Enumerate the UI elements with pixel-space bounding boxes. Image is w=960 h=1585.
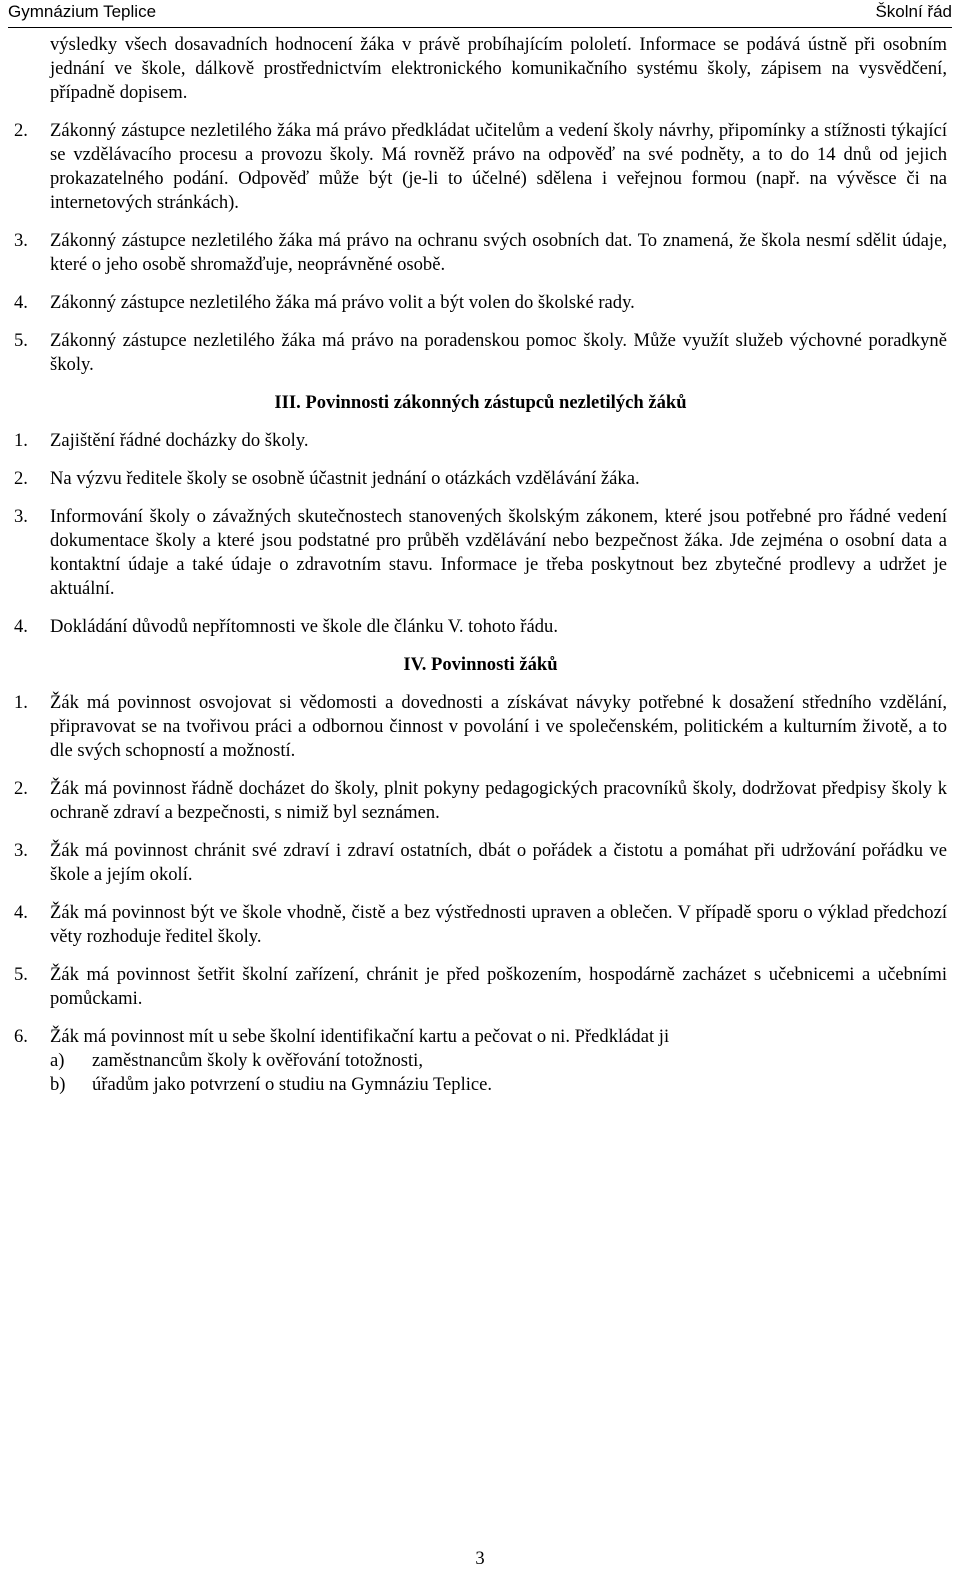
sub-item-b (50, 1073, 947, 1097)
item-text: Žák má povinnost řádně docházet do školy, plnit pokyny pedagogických pracovníků školy, dodržovat předpisy školy k ochraně zdraví a bezpečnosti, s nimiž byl seznámen. (50, 778, 947, 823)
section-iv-item-6 (14, 1025, 947, 1097)
header-divider (8, 27, 952, 28)
sub-item-letter: b) (50, 1074, 66, 1095)
item-text: Zákonný zástupce nezletilého žáka má právo volit a být volen do školské rady. (50, 292, 635, 313)
item-text: Žák má povinnost osvojovat si vědomosti a dovednosti a získávat návyky potřebné k dosažení středního vzdělání, připravovat se na tvořivou práci a odbornou činnost v povolání i ve společenském, politickém a kulturním životě, a to dle svých schopností a možností. (50, 692, 947, 761)
intro-paragraph: výsledky všech dosavadních hodnocení žáka v právě probíhajícím pololetí. Informace se podává ústně při osobním jednání ve škole, dálkově prostřednictvím elektronického komunikačního systému školy, zápisem na vysvědčení, případně dopisem. (50, 34, 947, 103)
page-header (0, 0, 960, 27)
item-number: 5. (14, 964, 28, 985)
item-number: 2. (14, 778, 28, 799)
section-iv-item-5 (14, 963, 947, 1011)
item-number: 3. (14, 506, 28, 527)
item-text: Informování školy o závažných skutečnostech stanovených školským zákonem, které jsou potřebné pro řádné vedení dokumentace školy a které jsou podstatné pro průběh vzdělávání nebo bezpečnost žáka. Jde zejména o osobní data a kontaktní údaje a také údaje o zdravotním stavu. Informace je třeba poskytnout bez zbytečné prodlevy a udržet je aktuální. (50, 506, 947, 599)
item-text: Zákonný zástupce nezletilého žáka má právo na ochranu svých osobních dat. To znamená, že škola nesmí sdělit údaje, které o jeho osobě shromažďuje, neoprávněné osobě. (50, 230, 947, 275)
item-text: Žák má povinnost šetřit školní zařízení, chránit je před poškozením, hospodárně zacházet s učebnicemi a učebními pomůckami. (50, 964, 947, 1009)
item-number: 1. (14, 430, 28, 451)
section-ii-item-3 (14, 229, 947, 277)
item-number: 2. (14, 468, 28, 489)
section-iii-item-1 (14, 429, 947, 453)
item-number: 5. (14, 330, 28, 351)
section-ii-item-4 (14, 291, 947, 315)
item-text: Dokládání důvodů nepřítomnosti ve škole dle článku V. tohoto řádu. (50, 616, 558, 637)
section-iv-item-4 (14, 901, 947, 949)
section-iii-item-2 (14, 467, 947, 491)
document-body (14, 33, 947, 1111)
section-iii-item-4 (14, 615, 947, 639)
item-text: Zajištění řádné docházky do školy. (50, 430, 309, 451)
item-text: Zákonný zástupce nezletilého žáka má právo předkládat učitelům a vedení školy návrhy, připomínky a stížnosti týkající se vzdělávacího procesu a provozu školy. Má rovněž právo na odpověď na své podněty, a to do 14 dnů od jejich prokazatelného podání. Odpověď může být (je-li to účelné) sdělena i veřejnou formou (např. na vývěsce či na internetových stránkách). (50, 120, 947, 213)
item-number: 6. (14, 1026, 28, 1047)
sub-item-text: zaměstnancům školy k ověřování totožnosti, (92, 1050, 424, 1071)
section-iii-item-3 (14, 505, 947, 601)
section-ii-item-5 (14, 329, 947, 377)
item-text: Žák má povinnost chránit své zdraví i zdraví ostatních, dbát o pořádek a čistotu a pomáhat při udržování pořádku ve škole a jejím okolí. (50, 840, 947, 885)
item-number: 4. (14, 292, 28, 313)
section-iv-item-3 (14, 839, 947, 887)
item-number: 3. (14, 840, 28, 861)
item-text: Žák má povinnost být ve škole vhodně, čistě a bez výstřednosti upraven a oblečen. V případě sporu o výklad předchozí věty rozhoduje ředitel školy. (50, 902, 947, 947)
item-number: 4. (14, 616, 28, 637)
section-iv-item-2 (14, 777, 947, 825)
section-ii-item-2 (14, 119, 947, 215)
item-text: Zákonný zástupce nezletilého žáka má právo na poradenskou pomoc školy. Může využít služeb výchovné poradkyně školy. (50, 330, 947, 375)
item-number: 4. (14, 902, 28, 923)
item-number: 1. (14, 692, 28, 713)
header-document-title: Školní řád (875, 2, 952, 21)
page-number: 3 (475, 1548, 485, 1569)
sub-item-a (50, 1049, 947, 1073)
sub-item-text: úřadům jako potvrzení o studiu na Gymnáziu Teplice. (92, 1074, 493, 1095)
item-number: 2. (14, 120, 28, 141)
sub-list (50, 1049, 947, 1097)
sub-item-letter: a) (50, 1050, 65, 1071)
header-school-name: Gymnázium Teplice (8, 2, 157, 21)
section-iii-heading: III. Povinnosti zákonných zástupců nezletilých žáků (274, 392, 687, 413)
section-iv-item-1 (14, 691, 947, 763)
item-text: Žák má povinnost mít u sebe školní identifikační kartu a pečovat o ni. Předkládat ji (50, 1026, 670, 1047)
item-number: 3. (14, 230, 28, 251)
item-text: Na výzvu ředitele školy se osobně účastnit jednání o otázkách vzdělávání žáka. (50, 468, 640, 489)
section-iv-heading: IV. Povinnosti žáků (403, 654, 558, 675)
